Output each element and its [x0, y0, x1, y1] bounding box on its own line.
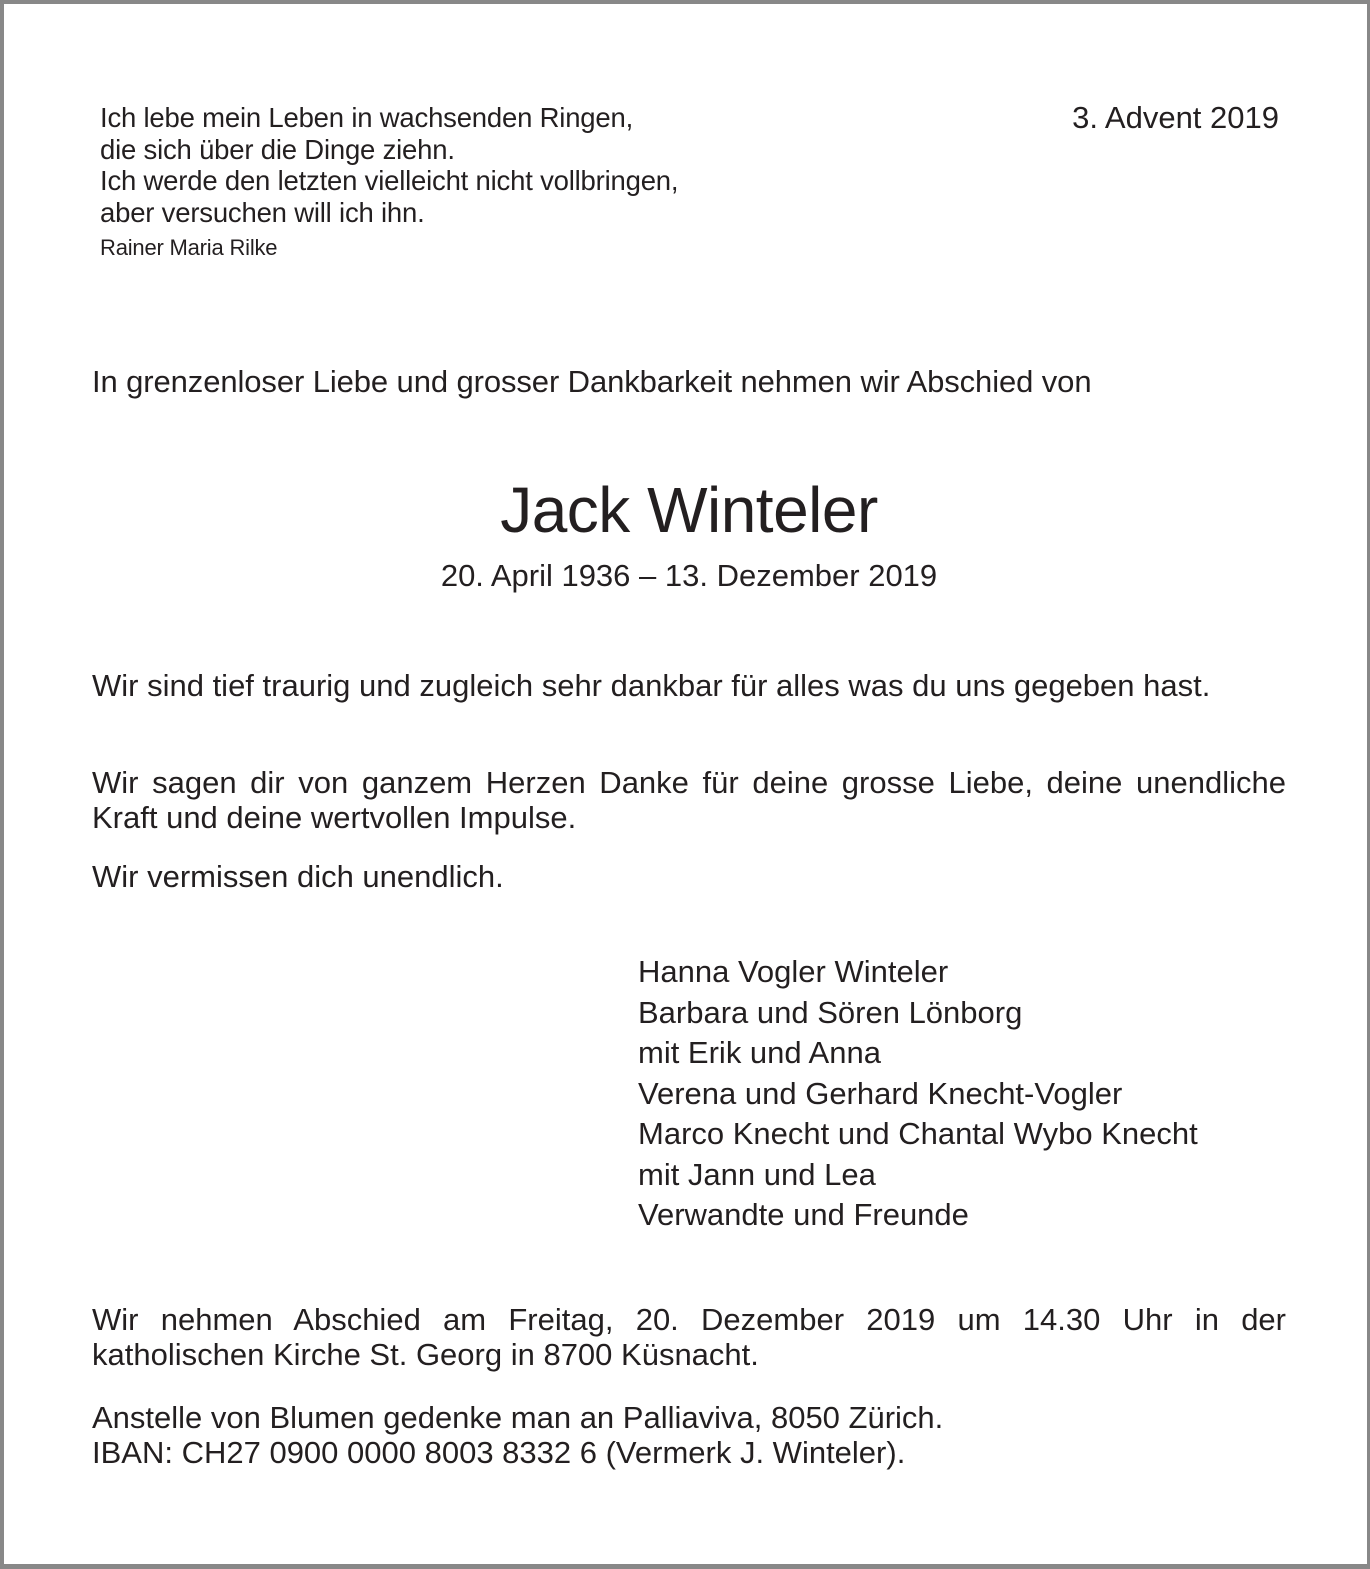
deceased-name: Jack Winteler — [500, 474, 878, 546]
paragraph-missing: Wir vermissen dich unendlich. — [92, 859, 504, 894]
signature-line: Marco Knecht und Chantal Wybo Knecht — [638, 1116, 1198, 1151]
poem-line: Ich lebe mein Leben in wachsenden Ringen, — [100, 102, 634, 133]
donation-recipient: Anstelle von Blumen gedenke man an Palliaviva, 8050 Zürich. — [92, 1400, 944, 1435]
signature-line: Barbara und Sören Lönborg — [638, 994, 1023, 1030]
poem-line: die sich über die Dinge ziehn. — [100, 133, 455, 165]
lifespan-dates: 20. April 1936 – 13. Dezember 2019 — [440, 558, 938, 593]
signature-line: Verwandte und Freunde — [638, 1197, 969, 1232]
paragraph-thanks: Wir sagen dir von ganzem Herzen Danke für deine grosse Liebe, deine unendliche Kraft und deine wertvollen Impulse. — [92, 765, 1286, 835]
publication-date: 3. Advent 2019 — [1072, 100, 1279, 135]
donation-iban: IBAN: CH27 0900 0000 8003 8332 6 (Vermerk J. Winteler). — [92, 1435, 906, 1470]
service-info: Wir nehmen Abschied am Freitag, 20. Dezember 2019 um 14.30 Uhr in der katholischen Kirche St. Georg in 8700 Küsnacht. — [92, 1302, 1286, 1372]
signature-line: Verena und Gerhard Knecht-Vogler — [638, 1075, 1123, 1111]
signature-line: mit Jann und Lea — [638, 1156, 876, 1192]
intro-text: In grenzenloser Liebe und grosser Dankbarkeit nehmen wir Abschied von — [92, 364, 1092, 399]
poem-quote — [100, 102, 678, 261]
poem-line: aber versuchen will ich ihn. — [100, 196, 425, 228]
donation-info — [92, 1400, 943, 1470]
paragraph-gratitude: Wir sind tief traurig und zugleich sehr dankbar für alles was du uns gegeben hast. — [92, 668, 1211, 703]
signature-line: Hanna Vogler Winteler — [638, 954, 949, 989]
poem-author: Rainer Maria Rilke — [100, 235, 278, 260]
signatures-list — [638, 952, 1198, 1236]
poem-line: Ich werde den letzten vielleicht nicht vollbringen, — [100, 165, 679, 196]
signature-line: mit Erik und Anna — [638, 1035, 881, 1070]
